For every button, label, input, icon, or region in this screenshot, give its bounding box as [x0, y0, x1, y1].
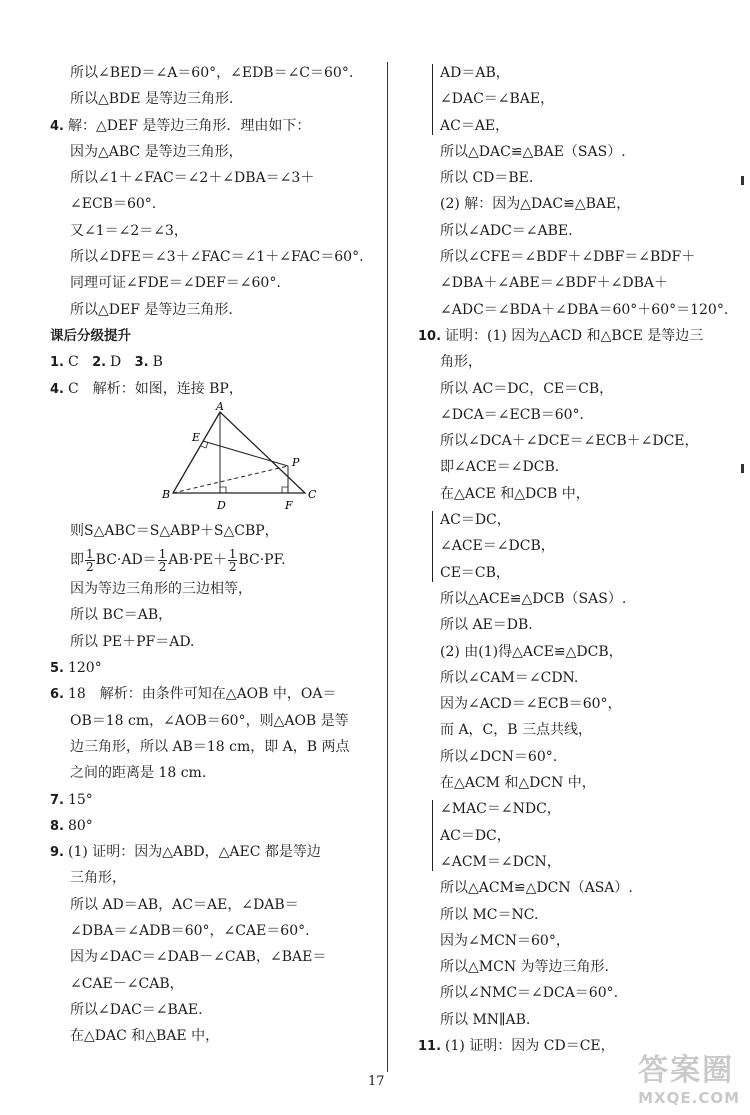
text-line — [50, 865, 370, 891]
line-text: ∠ECB＝60°. — [70, 196, 157, 213]
text-line — [418, 191, 718, 217]
line-text: 所以∠ADC＝∠ABE. — [440, 222, 573, 239]
question-number: 5. — [50, 661, 64, 677]
brace-bracket — [432, 511, 433, 582]
line-text: 所以∠DCA＋∠DCE＝∠ECB＋∠DCE， — [440, 433, 699, 450]
text-line — [418, 612, 718, 638]
line-text: (1) 证明：因为△ABD，△AEC 都是等边 — [67, 844, 321, 861]
answer-number: 3. — [134, 355, 149, 371]
text-line — [50, 944, 370, 970]
text-line — [418, 954, 718, 980]
brace-line — [418, 113, 718, 139]
numbered-line — [50, 839, 370, 865]
text-line — [50, 734, 370, 760]
line-text: 所以△BDE 是等边三角形. — [70, 91, 234, 108]
segment-bp-dashed — [173, 466, 288, 493]
line-text: AC＝AE， — [440, 117, 510, 134]
line-text: CE＝CB， — [440, 564, 510, 581]
question-number: 9. — [50, 845, 64, 861]
question-text: C 解析：如图，连接 BP， — [67, 380, 243, 397]
numbered-line — [418, 323, 718, 349]
text-line: 则S△ABC＝S△ABP＋S△CBP， — [70, 522, 279, 539]
text-line — [418, 428, 718, 454]
line-text: ∠ACE＝∠DCB， — [440, 538, 555, 555]
line-text: 因为∠ACD＝∠ECB＝60°， — [440, 696, 622, 713]
answer-number: 2. — [92, 355, 107, 371]
line-text: ∠ACM＝∠DCN， — [440, 853, 561, 870]
question-number: 8. — [50, 818, 64, 834]
line-text: ∠CAE－∠CAB， — [70, 975, 184, 992]
text-line — [418, 402, 718, 428]
line-text: 所以 AD＝AB，AC＝AE，∠DAB＝ — [70, 896, 299, 913]
line-text: ∠DCA＝∠ECB＝60°. — [440, 406, 584, 423]
left-column — [50, 60, 370, 1050]
line-text: ∠DBA＋∠ABE＝∠BDF＋∠DBA＋ — [440, 275, 669, 292]
line-text: 在△ACM 和△DCN 中， — [440, 775, 596, 792]
numbered-line — [50, 813, 370, 839]
numbered-line — [50, 113, 370, 139]
text-line — [418, 376, 718, 402]
line-text: ∠DAC＝∠BAE， — [440, 91, 555, 108]
text-line — [418, 691, 718, 717]
fraction-half — [228, 548, 238, 573]
fraction-bottom: 2 — [86, 559, 94, 574]
text-line — [418, 770, 718, 796]
text-line — [50, 86, 370, 112]
margin-mark — [741, 464, 744, 473]
line-text: 角形， — [440, 354, 482, 371]
text-line — [50, 297, 370, 323]
text-line — [50, 760, 370, 786]
text-line — [418, 454, 718, 480]
triangle-diagram — [145, 402, 330, 518]
text-line — [50, 165, 370, 191]
line-text: 所以△DAC≌△BAE（SAS）. — [440, 143, 626, 160]
text-line — [50, 191, 370, 217]
line-text: 所以∠DCN＝60°. — [440, 748, 558, 765]
fraction-bottom: 2 — [228, 559, 237, 574]
line-text: ∠ADC＝∠BDA＋∠DBA＝60°＋60°＝120°. — [440, 301, 729, 318]
brace-bracket — [432, 800, 433, 871]
right-angle-d — [220, 487, 226, 493]
question-number: 10. — [418, 328, 442, 344]
line-text: AD＝AB， — [440, 65, 510, 81]
line-text: 因为∠DAC＝∠DAB－∠CAB，∠BAE＝ — [70, 949, 327, 966]
column-divider — [387, 62, 388, 1072]
label-a: A — [216, 401, 224, 413]
line-text: 所以 MC＝NC. — [440, 906, 539, 923]
fraction-part: BC·PF. — [238, 552, 286, 569]
line-text: 之间的距离是 18 cm. — [70, 765, 207, 782]
label-e: E — [192, 430, 201, 444]
line-text: 所以∠1＋∠FAC＝∠2＋∠DBA＝∠3＋ — [70, 170, 315, 187]
fraction-bottom: 2 — [158, 559, 167, 574]
line-text: 在△DAC 和△BAE 中， — [70, 1028, 220, 1045]
text-line — [50, 244, 370, 270]
text-line — [418, 218, 718, 244]
text-line — [418, 139, 718, 165]
text-line — [418, 1007, 718, 1033]
brace-line — [418, 823, 718, 849]
brace-line — [418, 796, 718, 822]
watermark — [638, 1045, 740, 1107]
line-text: OB＝18 cm，∠AOB＝60°，则△AOB 是等 — [70, 712, 349, 729]
brace-line — [418, 86, 718, 112]
fraction-line — [50, 544, 370, 576]
fraction-top: 1 — [228, 546, 237, 561]
line-text: 所以∠DAC＝∠BAE. — [70, 1001, 203, 1018]
question-number: 4. — [50, 381, 64, 397]
margin-mark — [741, 176, 744, 185]
label-p: P — [292, 455, 300, 469]
answer-text: D — [110, 354, 122, 371]
section-heading: 课后分级提升 — [50, 327, 131, 344]
fraction-part: AB·PE＋ — [168, 552, 227, 569]
line-text: 解：△DEF 是等边三角形．理由如下： — [67, 117, 311, 134]
text-line: 因为等边三角形的三边相等， — [70, 581, 252, 598]
label-d: D — [217, 498, 226, 512]
label-f: F — [285, 498, 293, 512]
question-number: 6. — [50, 687, 64, 703]
numbered-line — [50, 787, 370, 813]
line-text: 所以△DEF 是等边三角形. — [70, 301, 233, 318]
line-text: 所以∠CAM＝∠CDN. — [440, 669, 579, 686]
line-text: 所以△MCN 为等边三角形. — [440, 959, 609, 976]
brace-line — [418, 60, 718, 86]
text-line — [418, 270, 718, 296]
fraction-half — [85, 548, 95, 573]
line-text: 所以△ACM≌△DCN（ASA）. — [440, 880, 633, 897]
text-line — [418, 980, 718, 1006]
text-line — [50, 1023, 370, 1049]
fraction-half — [158, 548, 168, 573]
question-number: 11. — [418, 1038, 442, 1054]
right-column — [418, 60, 729, 1059]
brace-line — [418, 849, 718, 875]
line-text: AC＝DC， — [440, 512, 511, 529]
numbered-line — [50, 655, 370, 681]
text-line — [50, 971, 370, 997]
line-text: 15° — [67, 791, 93, 808]
line-text: 所以 CD＝BE. — [440, 170, 534, 187]
line-text: 证明：(1) 因为△ACD 和△BCE 是等边三 — [445, 327, 704, 344]
triangle-abc — [173, 412, 305, 493]
line-text: (2) 解：因为△DAC≌△BAE， — [440, 196, 631, 213]
page-number: 17 — [368, 1074, 385, 1089]
fraction-top: 1 — [158, 546, 167, 561]
right-angle-f — [282, 487, 288, 493]
question-number: 7. — [50, 792, 64, 808]
question-4-line — [50, 376, 370, 402]
answers-1-3 — [50, 349, 370, 375]
line-text: 所以∠CFE＝∠BDF＋∠DBF＝∠BDF＋ — [440, 249, 696, 266]
brace-bracket — [432, 64, 433, 135]
line-text: 而 A，C，B 三点共线， — [440, 722, 593, 739]
line-text: 80° — [67, 817, 93, 834]
brace-line — [418, 533, 718, 559]
text-line — [418, 717, 718, 743]
line-text: 所以 MN∥AB. — [440, 1011, 531, 1028]
text-line — [418, 297, 729, 323]
text-line — [418, 244, 718, 270]
text-line — [50, 218, 370, 244]
label-b: B — [162, 487, 171, 501]
triangle-figure — [50, 402, 370, 518]
text-line: 所以 PE＋PF＝AD. — [70, 633, 195, 650]
line-text: 同理可证∠FDE＝∠DEF＝∠60°. — [70, 275, 281, 292]
text-line — [418, 744, 718, 770]
line-text: 所以∠BED＝∠A＝60°，∠EDB＝∠C＝60°. — [70, 65, 354, 81]
text-line — [50, 60, 370, 86]
fraction-top: 1 — [86, 546, 94, 561]
line-text: ∠MAC＝∠NDC， — [440, 801, 561, 818]
fraction-prefix: 即 — [70, 552, 84, 569]
line-text: ∠DBA＝∠ADB＝60°，∠CAE＝60°. — [70, 923, 310, 940]
text-line — [50, 892, 370, 918]
answer-text: C — [67, 354, 79, 371]
text-line — [50, 997, 370, 1023]
text-line — [418, 349, 718, 375]
segment-pe — [203, 441, 288, 466]
text-line — [418, 928, 718, 954]
line-text: 因为△ABC 是等边三角形， — [70, 143, 243, 160]
watermark-line-2: MXQE.COM — [638, 1089, 740, 1107]
line-text: 所以∠NMC＝∠DCA＝60°. — [440, 985, 619, 1002]
line-text: 所以△ACE≌△DCB（SAS）. — [440, 590, 627, 607]
numbered-line — [50, 681, 370, 707]
line-text: 所以 AE＝DB. — [440, 617, 533, 634]
text-line — [418, 481, 718, 507]
brace-line — [418, 507, 718, 533]
watermark-line-1: 答案圈 — [638, 1053, 735, 1088]
line-text: 所以∠DFE＝∠3＋∠FAC＝∠1＋∠FAC＝60°. — [70, 249, 364, 266]
text-line — [418, 586, 718, 612]
line-text: 120° — [67, 660, 102, 677]
text-line — [418, 902, 718, 928]
label-c: C — [308, 487, 317, 501]
text-line — [418, 665, 718, 691]
line-text: (2) 由(1)得△ACE≌△DCB， — [440, 643, 623, 660]
text-line — [418, 165, 718, 191]
question-number: 4. — [50, 118, 64, 134]
line-text: AC＝DC， — [440, 827, 511, 844]
line-text: 18 解析：由条件可知在△AOB 中，OA＝ — [67, 686, 337, 703]
line-text: 即∠ACE＝∠DCB. — [440, 459, 560, 476]
line-text: 三角形， — [70, 870, 126, 887]
line-text: (1) 证明：因为 CD＝CE， — [445, 1037, 615, 1054]
text-line — [50, 270, 370, 296]
text-line — [418, 875, 718, 901]
text-line — [50, 918, 370, 944]
line-text: 因为∠MCN＝60°， — [440, 932, 570, 949]
answer-number: 1. — [50, 355, 64, 371]
line-text: 所以 AC＝DC，CE＝CB， — [440, 380, 614, 397]
line-text: 边三角形，所以 AB＝18 cm，即 A，B 两点 — [70, 738, 350, 755]
text-line: 所以 BC＝AB， — [70, 607, 173, 624]
line-text: 又∠1＝∠2＝∠3， — [70, 222, 188, 239]
text-line — [50, 708, 370, 734]
answer-text: B — [152, 354, 163, 371]
brace-line — [418, 560, 718, 586]
fraction-part: BC·AD＝ — [95, 552, 157, 569]
text-line — [50, 139, 370, 165]
line-text: 在△ACE 和△DCB 中， — [440, 485, 590, 502]
text-line — [418, 639, 718, 665]
